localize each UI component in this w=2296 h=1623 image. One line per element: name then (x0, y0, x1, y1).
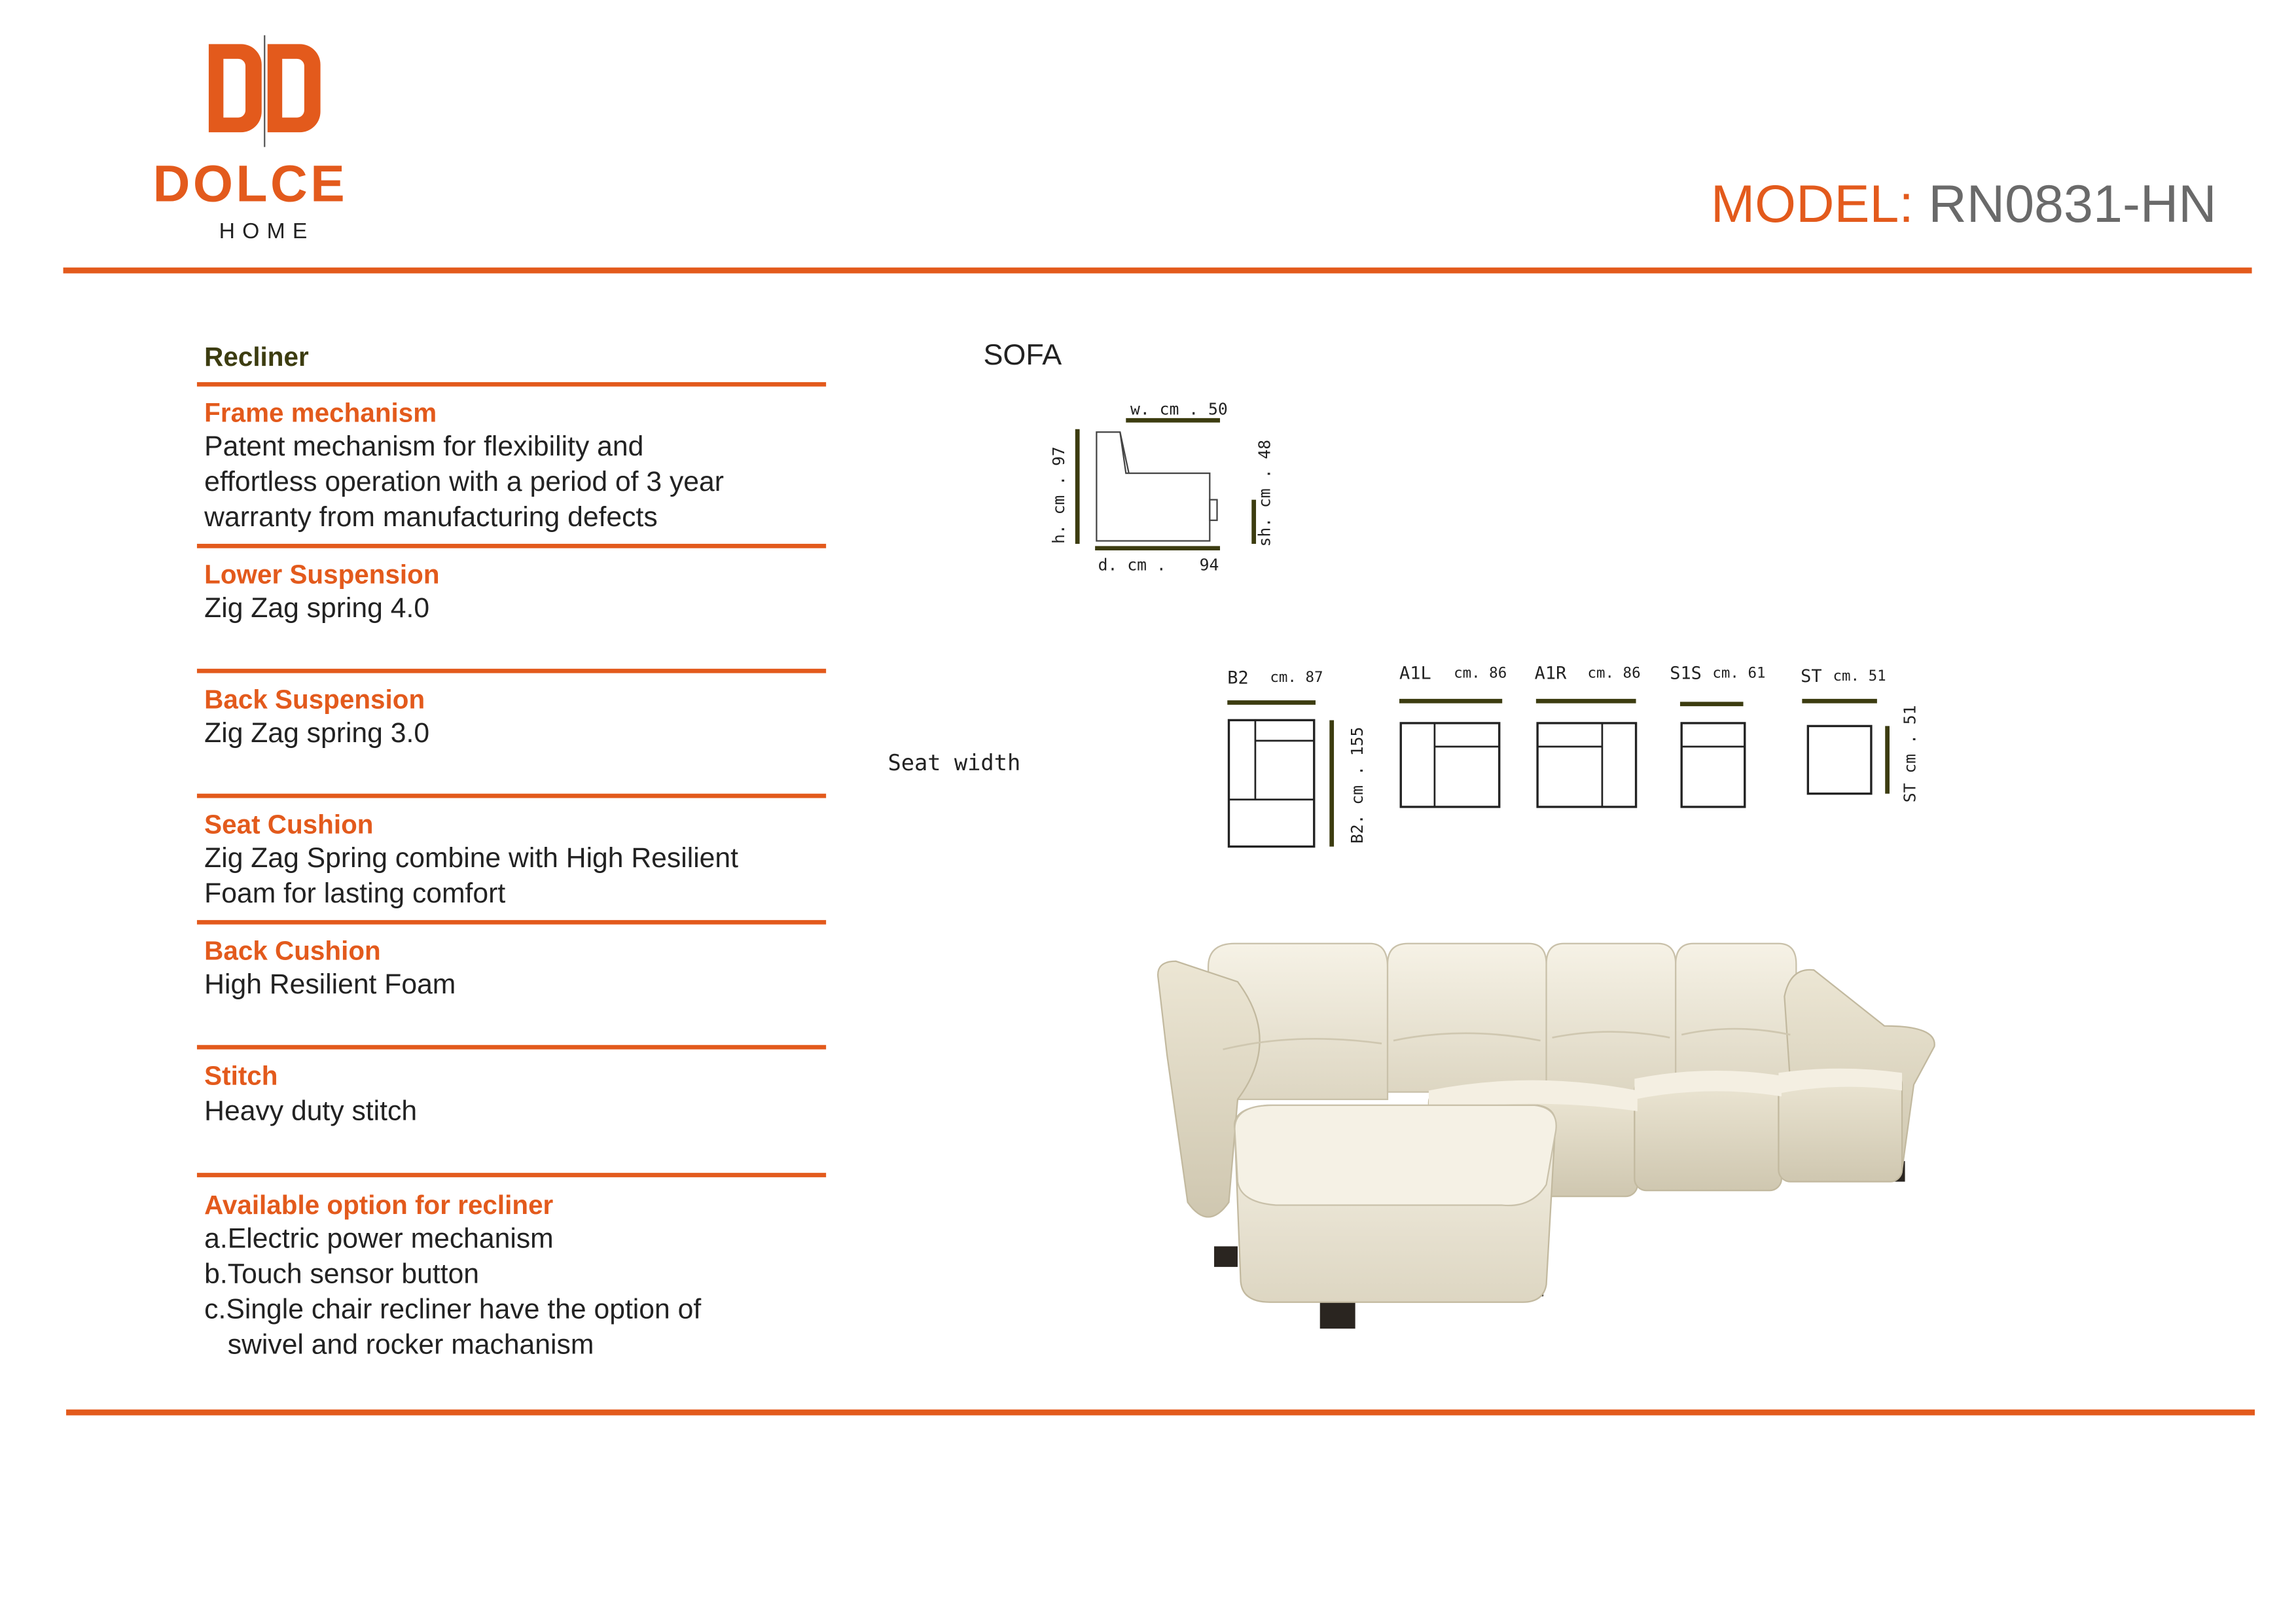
spec-rule (197, 1045, 826, 1050)
module-code: B2 (1227, 667, 1249, 688)
lower-suspension-heading: Lower Suspension (204, 560, 440, 590)
options-line: c.Single chair recliner have the option of (204, 1294, 702, 1326)
specs-title: Recliner (204, 342, 309, 372)
brand-sub: HOME (219, 219, 315, 244)
depth-label: d. cm . (1098, 555, 1166, 575)
seat-cushion-heading: Seat Cushion (204, 810, 374, 840)
spec-rule (197, 920, 826, 925)
sofa-photo (1149, 938, 1943, 1334)
width-label: w. cm . 50 (1130, 399, 1228, 419)
back-cushion-heading: Back Cushion (204, 936, 381, 966)
spec-rule (197, 669, 826, 673)
seat-cushion-line: Zig Zag Spring combine with High Resilient (204, 844, 739, 875)
module-width: cm. 51 (1833, 668, 1886, 685)
spec-rule (197, 794, 826, 798)
module-depth-label: ST cm . 51 (1900, 705, 1920, 803)
back-suspension-line: Zig Zag spring 3.0 (204, 719, 430, 750)
module-code: A1L (1399, 662, 1431, 684)
back-cushion-line: High Resilient Foam (204, 970, 456, 1001)
model-code: RN0831-HN (1928, 173, 2217, 234)
spec-rule (197, 1173, 826, 1177)
stitch-heading: Stitch (204, 1061, 278, 1091)
depth-value: 94 (1199, 555, 1219, 575)
brand-logo (147, 32, 382, 253)
seat-height-label: sh. cm . 48 (1255, 439, 1275, 547)
spec-rule (197, 544, 826, 548)
frame-mechanism-heading: Frame mechanism (204, 398, 437, 428)
dd-logo-mark (147, 32, 382, 152)
stitch-line: Heavy duty stitch (204, 1096, 418, 1128)
lower-suspension-line: Zig Zag spring 4.0 (204, 594, 430, 625)
side-view-diagram (1029, 385, 1293, 583)
options-line: a.Electric power mechanism (204, 1224, 554, 1255)
frame-mechanism-line: warranty from manufacturing defects (204, 503, 658, 534)
module-width: cm. 86 (1587, 666, 1641, 683)
module-width: cm. 86 (1454, 666, 1507, 683)
bottom-rule (66, 1410, 2255, 1416)
top-rule (63, 268, 2252, 274)
options-heading: Available option for recliner (204, 1190, 554, 1221)
module-code: ST (1801, 666, 1822, 687)
options-line: b.Touch sensor button (204, 1259, 480, 1291)
module-depth-label: B2. cm . 155 (1348, 726, 1367, 844)
module-width: cm. 87 (1270, 670, 1323, 687)
options-line: swivel and rocker machanism (204, 1330, 594, 1361)
frame-mechanism-line: Patent mechanism for flexibility and (204, 432, 644, 463)
frame-mechanism-line: effortless operation with a period of 3 year (204, 467, 724, 499)
sofa-title: SOFA (983, 339, 1062, 372)
brand-name: DOLCE (152, 156, 348, 213)
model-heading (1711, 173, 2217, 235)
height-label: h. cm . 97 (1049, 446, 1069, 544)
module-width: cm. 61 (1712, 666, 1766, 683)
seat-width-label: Seat width (888, 749, 1021, 776)
back-suspension-heading: Back Suspension (204, 685, 425, 715)
module-code: A1R (1534, 662, 1567, 684)
spec-rule (197, 382, 826, 387)
model-label: MODEL: (1710, 173, 1914, 234)
module-code: S1S (1670, 662, 1702, 684)
seat-cushion-line: Foam for lasting comfort (204, 878, 506, 910)
